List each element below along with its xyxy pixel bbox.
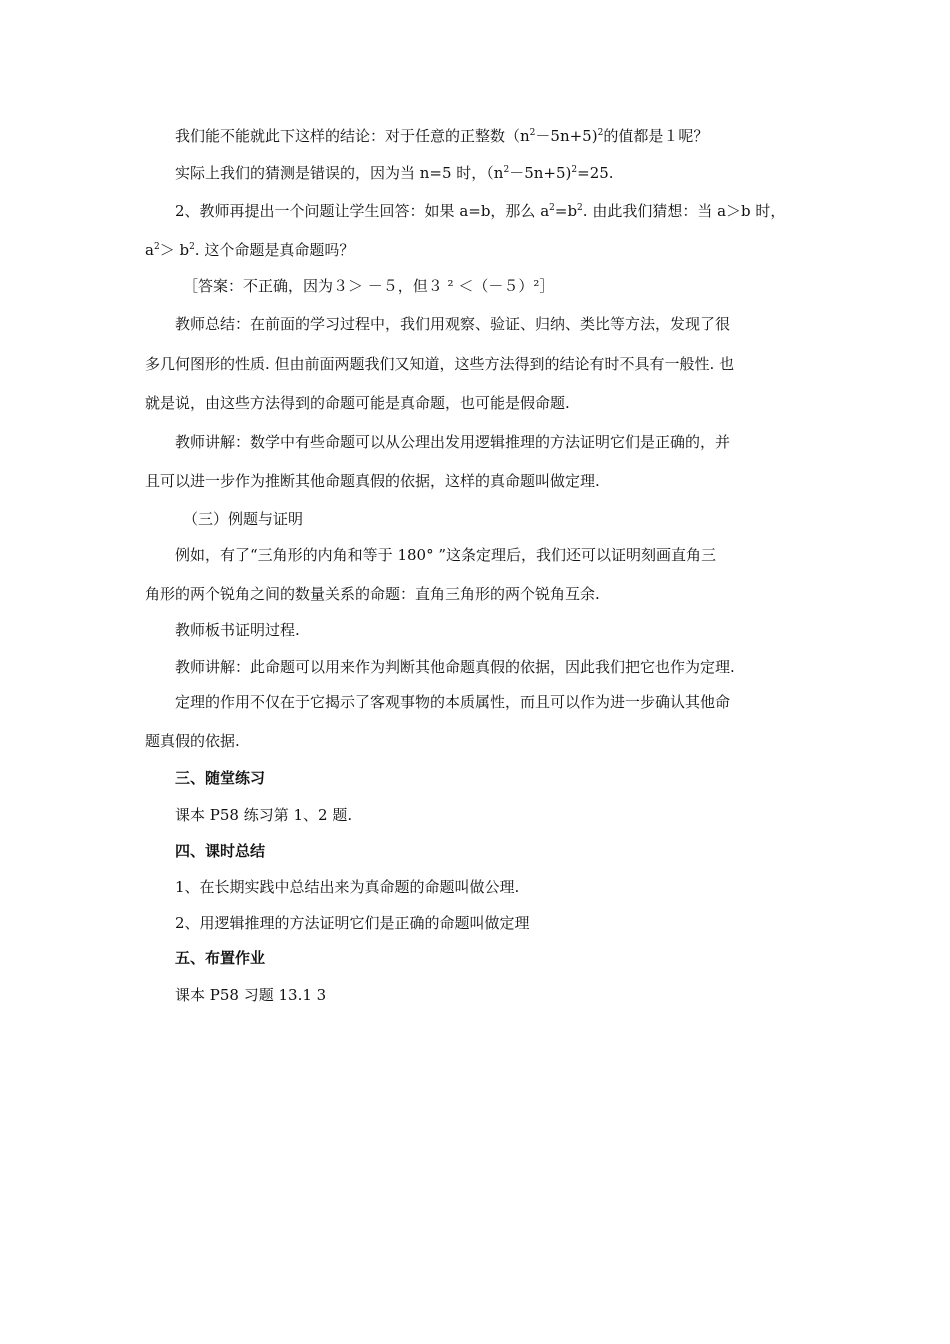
paragraph-teacher-question-cont: $a^2> b^2$. 这个命题是真命题吗？	[145, 241, 355, 259]
teacher-summary-line-1: 教师总结：在前面的学习过程中，我们用观察、验证、归纳、类比等方法，发现了很	[175, 315, 731, 333]
heading-lesson-summary: 四、课时总结	[175, 842, 266, 860]
paragraph-teacher-question: 2、教师再提出一个问题让学生回答：如果 a=b，那么 $a^2=b^2$. 由此我们猜想：当 a＞b 时，	[175, 202, 786, 220]
theorem-role-line-2: 题真假的依据.	[145, 732, 240, 750]
homework-line: 课本 P58 习题 13.1 3	[175, 986, 327, 1004]
practice-line: 课本 P58 练习第 1、2 题.	[175, 806, 353, 824]
teacher-summary-line-2: 多几何图形的性质. 但由前面两题我们又知道，这些方法得到的结论有时不具有一般性. 也	[145, 355, 735, 373]
answer-line: ［答案：不正确，因为３＞ －５，但３ ² ＜（－５）²］	[183, 277, 555, 295]
summary-item-2: 2、用逻辑推理的方法证明它们是正确的命题叫做定理	[175, 914, 530, 932]
teacher-explain-line-1: 教师讲解：数学中有些命题可以从公理出发用逻辑推理的方法证明它们是正确的，并	[175, 433, 731, 451]
example-line-1: 例如，有了“三角形的内角和等于 180° ”这条定理后，我们还可以证明刻画直角三	[175, 546, 717, 564]
teacher-explain-theorem-line: 教师讲解：此命题可以用来作为判断其他命题真假的依据，因此我们把它也作为定理.	[175, 658, 735, 676]
paragraph-conjecture-question: 我们能不能就此下这样的结论：对于任意的正整数$(n^2-5n+5)^2$的值都是１呢？	[175, 127, 709, 145]
teacher-summary-line-3: 就是说，由这些方法得到的命题可能是真命题，也可能是假命题.	[145, 394, 570, 412]
board-proof-line: 教师板书证明过程.	[175, 621, 300, 639]
heading-class-practice: 三、随堂练习	[175, 769, 266, 787]
section-example-title: （三）例题与证明	[183, 510, 304, 528]
heading-homework: 五、布置作业	[175, 949, 266, 967]
theorem-role-line-1: 定理的作用不仅在于它揭示了客观事物的本质属性，而且可以作为进一步确认其他命	[175, 693, 731, 711]
summary-item-1: 1、在长期实践中总结出来为真命题的命题叫做公理.	[175, 878, 520, 896]
example-line-2: 角形的两个锐角之间的数量关系的命题：直角三角形的两个锐角互余.	[145, 585, 600, 603]
paragraph-counterexample: 实际上我们的猜测是错误的，因为当 n=5 时，$(n^2-5n+5)^2=25$.	[175, 164, 614, 182]
teacher-explain-line-2: 且可以进一步作为推断其他命题真假的依据，这样的真命题叫做定理.	[145, 472, 600, 490]
